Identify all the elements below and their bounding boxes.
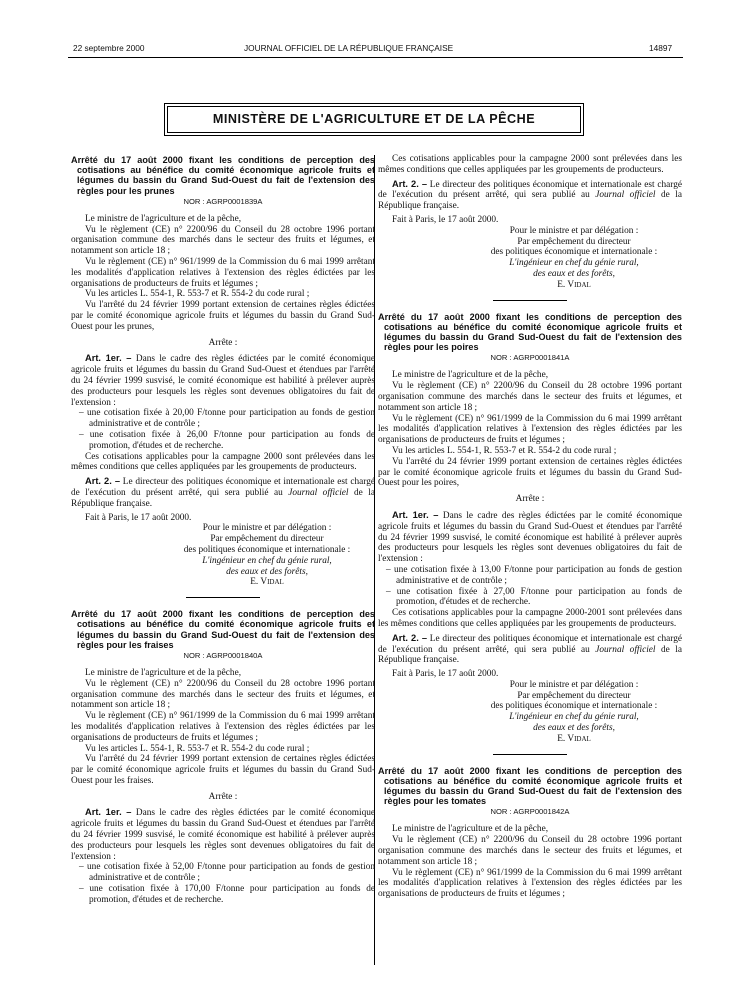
arrete-label: Arrête : — [208, 791, 238, 802]
ministre-line: Le ministre de l'agriculture et de la pêche, — [392, 370, 549, 381]
cotisation-list — [378, 565, 682, 608]
campagne-paragraph: Ces cotisations applicables pour la campagne 2000 sont prélevées dans les mêmes conditions que celles appliquées par les groupements de producteurs. — [71, 451, 375, 473]
right-column — [378, 154, 682, 900]
section-separator — [186, 597, 260, 598]
signature-block: Pour le ministre et par délégation : Par empêchement du directeur des politiques économique et internationale : L'ingénieur en chef du génie rural, des eaux et des forêts, E. Vidal — [71, 523, 375, 588]
visa-arrete-1999: Vu l'arrêté du 24 février 1999 portant extension de certaines règles édictées par le comité économique agricole fruits et légumes du bassin du Grand Sud-Ouest pour les prunes, — [71, 300, 375, 332]
visa-arrete-1999: Vu l'arrêté du 24 février 1999 portant extension de certaines règles édictées par le comité économique agricole fruits et légumes du bassin du Grand Sud-Ouest pour les fraises. — [71, 754, 375, 786]
ministry-heading: MINISTÈRE DE L'AGRICULTURE ET DE LA PÊCHE — [167, 106, 581, 133]
cotisation-list — [71, 862, 375, 905]
visa-reglement-961: Vu le règlement (CE) n° 961/1999 de la Commission du 6 mai 1999 arrêtant les modalités d'application relatives à l'extension des règles édictées par les organisations de producteurs de fruits et légumes ; — [71, 711, 375, 743]
signatory-name: E. Vidal — [557, 733, 591, 744]
list-item: – une cotisation fixée à 26,00 F/tonne pour participation au fonds de promotion, d'études et de recherche. — [79, 429, 375, 451]
header-page-number: 14897 — [649, 43, 673, 53]
section-separator — [493, 300, 567, 301]
list-item: – une cotisation fixée à 52,00 F/tonne pour participation au fonds de gestion administrative et de contrôle ; — [79, 862, 375, 884]
arrete-tomates-title: Arrêté du 17 août 2000 fixant les conditions de perception des cotisations au bénéfice du comité économique agricole fruits et légumes du bassin du Grand Sud-Ouest du fait de l'extension des règles pour les tomates — [378, 765, 682, 807]
header-date: 22 septembre 2000 — [73, 43, 145, 53]
visa-code-rural: Vu les articles L. 554-1, R. 553-7 et R. 554-2 du code rural ; — [85, 289, 310, 300]
list-item: – une cotisation fixée à 20,00 F/tonne pour participation au fonds de gestion administrative et de contrôle ; — [79, 408, 375, 430]
left-column — [71, 155, 375, 906]
visa-reglement-961: Vu le règlement (CE) n° 961/1999 de la Commission du 6 mai 1999 arrêtant les modalités d'application relatives à l'extension des règles édictées par les organisations de producteurs de fruits et légumes ; — [71, 257, 375, 289]
arrete-prunes-nor: NOR : AGRP0001839A — [183, 196, 263, 206]
arrete-tomates-nor: NOR : AGRP0001842A — [490, 807, 570, 817]
article-2: Art. 2. – Le directeur des politiques économique et internationale est chargé de l'exécution du présent arrêté, qui sera publié au Journal officiel de la République française. — [378, 178, 683, 212]
fait-a-paris: Fait à Paris, le 17 août 2000. — [392, 669, 499, 680]
ministre-line: Le ministre de l'agriculture et de la pêche, — [85, 667, 242, 678]
list-item: – une cotisation fixée à 13,00 F/tonne pour participation au fonds de gestion administrative et de contrôle ; — [386, 564, 682, 586]
arrete-fraises-nor: NOR : AGRP0001840A — [183, 650, 263, 660]
visa-reglement-2200: Vu le règlement (CE) n° 2200/96 du Conseil du 28 octobre 1996 portant organisation commune des marchés dans le secteur des fruits et légumes, et notamment son article 18 ; — [71, 678, 375, 711]
campagne-paragraph-continued: Ces cotisations applicables pour la campagne 2000 sont prélevées dans les mêmes conditions que celles appliquées par les groupements de producteurs. — [378, 154, 682, 175]
ministre-line: Le ministre de l'agriculture et de la pêche, — [85, 213, 242, 224]
arrete-poires-title: Arrêté du 17 août 2000 fixant les conditions de perception des cotisations au bénéfice du comité économique agricole fruits et légumes du bassin du Grand Sud-Ouest du fait de l'extension des règles pour les poires — [378, 311, 682, 353]
campagne-paragraph: Ces cotisations applicables pour la campagne 2000-2001 sont prélevées dans les mêmes conditions que celles appliquées par les groupements de producteurs. — [378, 608, 682, 629]
article-1: Art. 1er. – Dans le cadre des règles édictées par le comité économique agricole fruits et légumes du bassin du Grand Sud-Ouest et étendues par l'arrêté du 24 février 1999 susvisé, le comité économique est habilité à prélever auprès des producteurs pour lesquels les règles sont devenues obligatoires du fait de l'extension : — [71, 353, 375, 408]
article-2: Art. 2. – Le directeur des politiques économique et internationale est chargé de l'exécution du présent arrêté, qui sera publié au Journal officiel de la République française. — [71, 476, 376, 509]
signature-block: Pour le ministre et par délégation : Par empêchement du directeur des politiques économique et internationale : L'ingénieur en chef du génie rural, des eaux et des forêts, E. Vidal — [378, 226, 682, 291]
fait-a-paris: Fait à Paris, le 17 août 2000. — [392, 214, 499, 225]
signature-block: Pour le ministre et par délégation : Par empêchement du directeur des politiques économique et internationale : L'ingénieur en chef du génie rural, des eaux et des forêts, E. Vidal — [378, 680, 682, 745]
visa-reglement-2200: Vu le règlement (CE) n° 2200/96 du Conseil du 28 octobre 1996 portant organisation commune des marchés dans le secteur des fruits et légumes, et notamment son article 18 ; — [71, 224, 375, 257]
header-journal-title: JOURNAL OFFICIEL DE LA RÉPUBLIQUE FRANÇAISE — [244, 43, 454, 53]
visa-code-rural: Vu les articles L. 554-1, R. 553-7 et R. 554-2 du code rural ; — [392, 445, 617, 456]
article-1: Art. 1er. – Dans le cadre des règles édictées par le comité économique agricole fruits et légumes du bassin du Grand Sud-Ouest et étendues par l'arrêté du 24 février 1999 susvisé, le comité économique est habilité à prélever auprès des producteurs pour lesquels les règles sont devenues obligatoires du fait de l'extension : — [71, 807, 375, 862]
cotisation-list — [71, 408, 375, 451]
arrete-label: Arrête : — [208, 337, 238, 348]
visa-reglement-961: Vu le règlement (CE) n° 961/1999 de la Commission du 6 mai 1999 arrêtant les modalités d'application relatives à l'extension des règles édictées par les organisations de producteurs de fruits et légumes ; — [378, 413, 682, 446]
article-1: Art. 1er. – Dans le cadre des règles édictées par le comité économique agricole fruits et légumes du bassin du Grand Sud-Ouest et étendues par l'arrêté du 24 février 1999 susvisé, le comité économique est habilité à prélever auprès des producteurs pour lesquels les règles sont devenues obligatoires du fait de l'extension : — [378, 509, 682, 565]
visa-reglement-2200: Vu le règlement (CE) n° 2200/96 du Conseil du 28 octobre 1996 portant organisation commune des marchés dans le secteur des fruits et légumes, et notamment son article 18 ; — [378, 381, 682, 413]
ministre-line: Le ministre de l'agriculture et de la pêche, — [392, 824, 549, 835]
fait-a-paris: Fait à Paris, le 17 août 2000. — [85, 512, 192, 523]
visa-reglement-961: Vu le règlement (CE) n° 961/1999 de la Commission du 6 mai 1999 arrêtant les modalités d'application relatives à l'extension des règles édictées par les organisations de producteurs de fruits et légumes ; — [378, 867, 682, 900]
visa-reglement-2200: Vu le règlement (CE) n° 2200/96 du Conseil du 28 octobre 1996 portant organisation commune des marchés dans le secteur des fruits et légumes, et notamment son article 18 ; — [378, 835, 682, 867]
arrete-label: Arrête : — [515, 494, 545, 505]
list-item: – une cotisation fixée à 27,00 F/tonne pour participation au fonds de promotion, d'études et de recherche. — [386, 586, 682, 608]
header-rule — [68, 57, 683, 58]
arrete-poires-nor: NOR : AGRP0001841A — [490, 353, 570, 363]
signatory-name: E. Vidal — [250, 577, 284, 588]
list-item: – une cotisation fixée à 170,00 F/tonne pour participation au fonds de promotion, d'études et de recherche. — [79, 884, 375, 905]
visa-arrete-1999: Vu l'arrêté du 24 février 1999 portant extension de certaines règles édictées par le comité économique agricole fruits et légumes du bassin du Grand Sud-Ouest pour les poires, — [378, 456, 682, 489]
visa-code-rural: Vu les articles L. 554-1, R. 553-7 et R. 554-2 du code rural ; — [85, 743, 310, 754]
section-separator — [493, 754, 567, 755]
arrete-fraises-title: Arrêté du 17 août 2000 fixant les conditions de perception des cotisations au bénéfice du comité économique agricole fruits et légumes du bassin du Grand Sud-Ouest du fait de l'extension des règles pour les fraises — [71, 609, 375, 650]
article-2: Art. 2. – Le directeur des politiques économique et internationale est chargé de l'exécution du présent arrêté, qui sera publié au Journal officiel de la République française. — [378, 632, 683, 666]
signatory-name: E. Vidal — [557, 279, 591, 290]
arrete-prunes-title: Arrêté du 17 août 2000 fixant les conditions de perception des cotisations au bénéfice du comité économique agricole fruits et légumes du bassin du Grand Sud-Ouest du fait de l'extension des règles pour les prunes — [71, 155, 375, 196]
